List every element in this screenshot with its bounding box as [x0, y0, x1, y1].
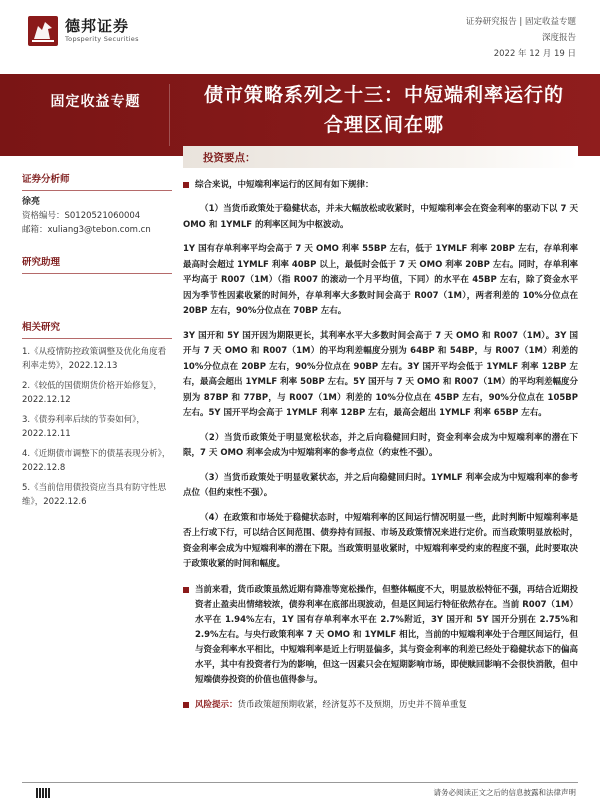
analyst-name: 徐亮	[22, 197, 41, 207]
risk-label: 风险提示：	[195, 699, 238, 710]
brand-logo	[28, 16, 139, 46]
related-research-item[interactable]: 5.《当前信用债投资应当具有防守性思维》，2022.12.6	[22, 483, 167, 507]
report-date: 2022 年 12 月 19 日	[493, 49, 576, 59]
report-series-label: 固定收益专题	[50, 94, 141, 110]
assistant-body	[22, 274, 172, 312]
brand-name-en: Topsperity Securities	[65, 35, 139, 43]
point-1-detail-cd: 1Y 国有存单利率平均会高于 7 天 OMO 利率 55BP 左右，低于 1YMLF 利率 20BP 左右，存单利率最高时会超过 1YMLF 利率 40BP 以上，最低时会低于 7 天 OMO 利率 20BP 左右。同时，存单利率平均高于 R007（1M）（指 R007 的滚动一个月平均值，下同）的水平在 45BP 左右，除了资金水平因为季节性因素收紧的时间外，存单利率大多数时间会高于 R007（1M），两者利差的 10%分位点在 20BP 左右，90%分位点在 70BP 左右。	[183, 244, 578, 316]
title-line-1: 债市策略系列之十三：中短端利率运行的	[203, 84, 564, 106]
disclaimer-note: 请务必阅读正文之后的信息披露和法律声明	[433, 788, 576, 797]
point-1: （1）当货币政策处于稳健状态，并未大幅放松或收紧时，中短端利率会在资金利率的驱动下以 7 天 OMO 和 1YMLF 的利率区间为中枢波动。	[183, 204, 578, 230]
analyst-header: 证券分析师	[22, 164, 172, 191]
analyst-license: 资格编号：S0120521060004	[22, 211, 141, 221]
related-research-list	[22, 345, 172, 509]
brand-emblem-icon	[28, 16, 58, 46]
point-4: （4）在政策和市场处于稳健状态时，中短端利率的区间运行情况明显一些，此时判断中短端利率是否上行或下行，可以结合区间范围、债券持有回报、市场及政策情况来进行定价。而当政策明显放松时，资金利率会成为中短端利率的潜在下限。当政策明显收紧时，中短端利率受约束的程度不强，此时要取决于政策收紧的时间和幅度。	[183, 512, 578, 569]
risk-text: 货币政策超预期收紧，经济复苏不及预期，历史并不简单重复	[237, 699, 468, 710]
current-view: 当前来看，货币政策虽然近期有降准等宽松操作，但整体幅度不大，明显放松特征不强，再结合近期投资者止盈卖出情绪较浓，债券利率在底部出现波动，但是区间运行特征依然存在。当前 R007（1M）水平在 1.94%左右，1Y 国有存单利率水平在 2.7%附近，3Y 国开和 5Y 国开分别在 2.75%和 2.9%左右。与央行政策利率 7 天 OMO 和 1YMLF 相比，当前的中短端利率处于合理区间运行，但与资金利率水平相比，中短端利率是近上行明显偏多，其与资金利率的利差已经处于稳健状态下的偏高水平，其中有投资者行为的影响，但这一因素只会在短期影响市场，即使赎回影响不会很快消散，但中短端债券投资的价值也值得参与。	[183, 583, 578, 688]
analyst-email[interactable]: 邮箱：xuliang3@tebon.com.cn	[22, 225, 151, 235]
investment-highlights-header: 投资要点：	[183, 146, 578, 168]
main-content	[183, 146, 578, 713]
related-research-item[interactable]: 1.《从疫情防控政策调整及优化角度看利率走势》，2022.12.13	[22, 347, 167, 371]
analyst-info	[22, 191, 172, 237]
brand-name-cn: 德邦证券	[65, 17, 130, 35]
footer-rule	[22, 782, 578, 783]
sidebar	[22, 164, 172, 509]
report-title	[190, 80, 578, 140]
assistant-header: 研究助理	[22, 247, 172, 274]
risk-warning	[183, 698, 578, 713]
report-meta	[466, 14, 576, 62]
related-research-item[interactable]: 4.《近期债市调整下的债基表现分析》，2022.12.8	[22, 449, 171, 473]
point-3: （3）当货币政策处于明显收紧状态，并之后向稳健回归时。1YMLF 利率会成为中短端利率的参考点位（但约束性不强）。	[183, 472, 578, 498]
title-divider	[169, 84, 170, 146]
report-type: 深度报告	[541, 33, 576, 43]
footer	[0, 782, 600, 800]
title-band	[0, 74, 600, 156]
point-1-detail-cdb: 3Y 国开和 5Y 国开因为期限更长，其利率水平大多数时间会高于 7 天 OMO 和 R007（1M）。3Y 国开与 7 天 OMO 和 R007（1M）的平均利差幅度分别为 64BP 和 54BP，与 R007（1M）利差的 10%分位点在 20BP 左右，90%分位点在 90BP 左右。3Y 国开平均会低于 1YMLF 利率 12BP 左右，最高会超出 1YMLF 利率 50BP 左右。5Y 国开与 7 天 OMO 和 R007（1M）的平均利差幅度分别为 87BP 和 77BP，与 R007（1M）利差的 10%分位点在 45BP 左右，90%分位点在 105BP 左右。5Y 国开平均会高于 1YMLF 利率 12BP 左右，最高会超出 1YMLF 利率 65BP 左右。	[183, 330, 578, 418]
related-research-item[interactable]: 3.《债券利率后续的节奏如何》，2022.12.11	[22, 415, 145, 439]
qr-code-icon[interactable]	[36, 788, 50, 798]
summary-intro: 综合来说，中短端利率运行的区间有如下规律：	[183, 178, 578, 193]
point-2: （2）当货币政策处于明显宽松状态，并之后向稳健回归时，资金利率会成为中短端利率的潜在下限，7 天 OMO 利率会成为中短端利率的参考点位（约束性不强）。	[183, 432, 578, 458]
related-research-item[interactable]: 2.《较低的国债期货价格开始修复》，2022.12.12	[22, 381, 162, 405]
report-category: 证券研究报告 | 固定收益专题	[465, 17, 576, 27]
related-research-header: 相关研究	[22, 312, 172, 339]
title-line-2: 合理区间在哪	[323, 114, 444, 136]
